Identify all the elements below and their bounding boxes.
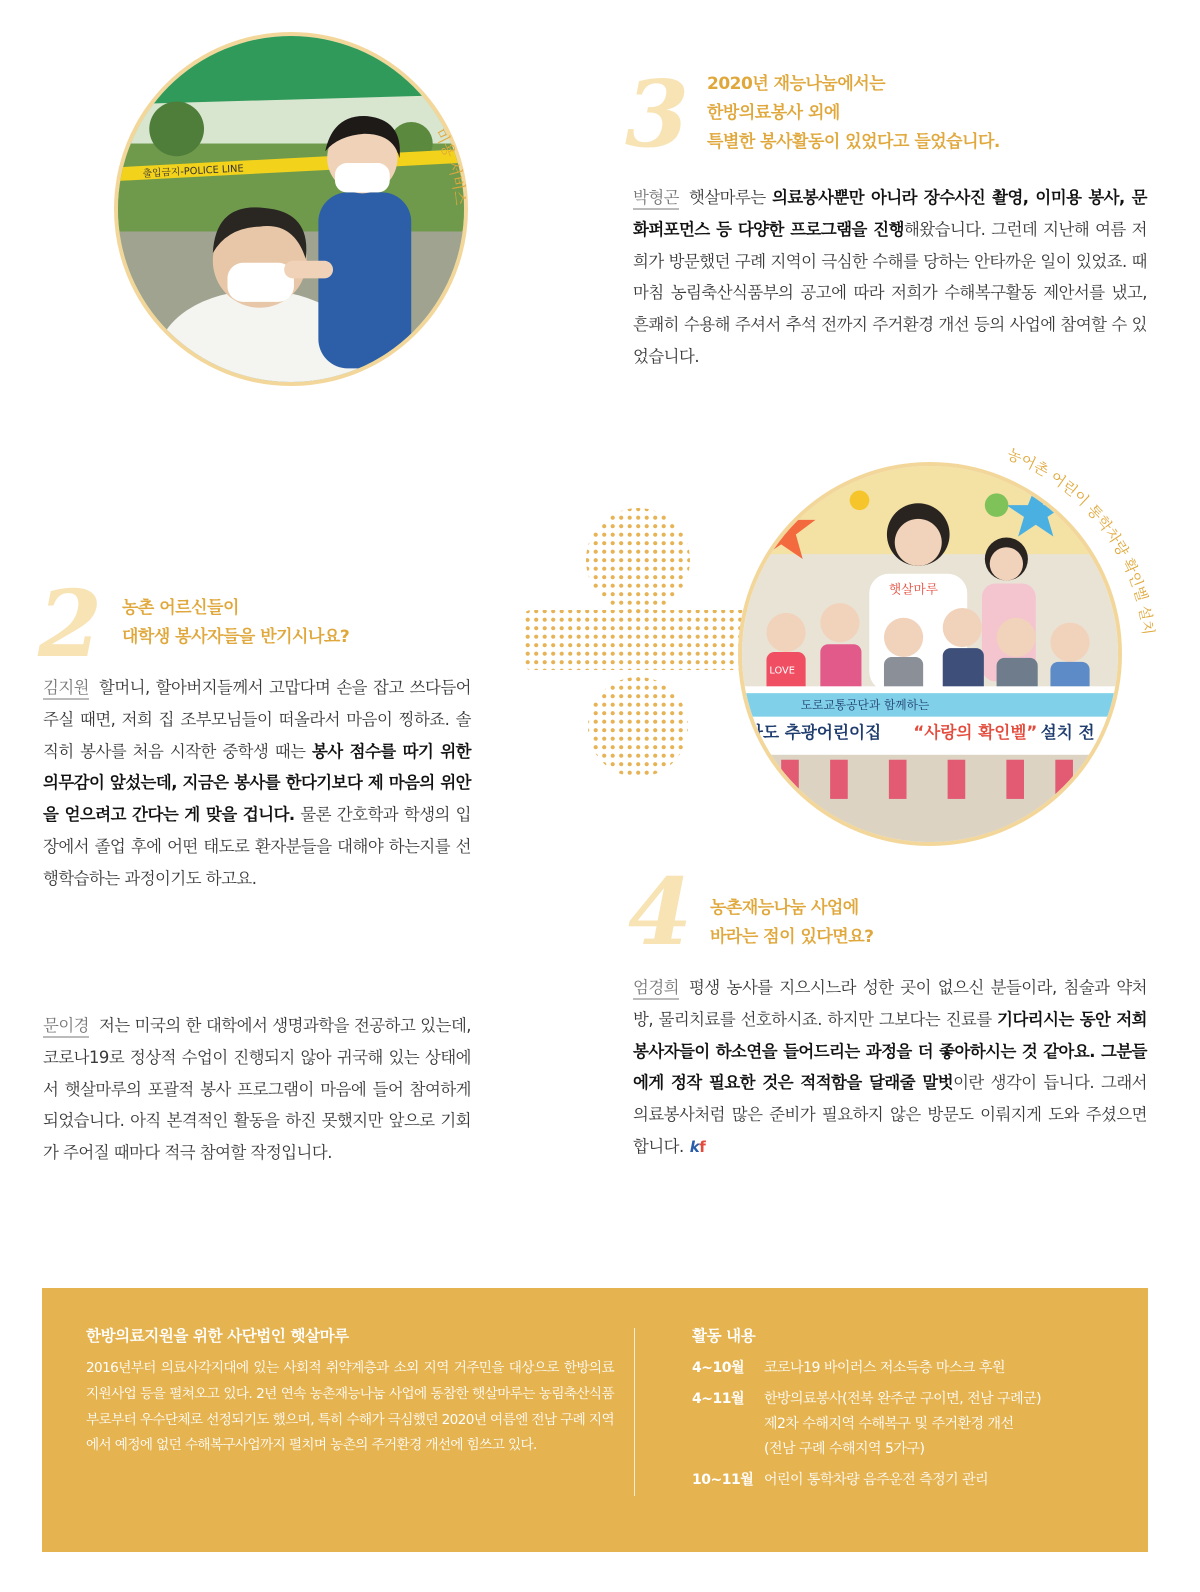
answer-text: 이란 생각이 듭니다. 그래서 의료봉사처럼 많은 준비가 필요하지 않은 방문도 이뤄지게 도와 주셨으면 합니다.	[633, 1073, 1147, 1156]
shirt-text: LOVE	[769, 665, 795, 677]
caption-hair-service	[114, 32, 468, 386]
answer-text: 할머니, 할아버지들께서 고맙다며 손을 잡고 쓰다듬어 주실 때면, 저희 집 조부모님들이 떠올라서 마음이 찡하죠. 솔직히 봉사를 처음 시작한 중학생 때는	[43, 678, 471, 761]
caption-hair-service-text: 미용 서비스	[430, 125, 470, 207]
activity-line: 한방의료봉사(전북 완주군 구이면, 전남 구례군)	[764, 1391, 1042, 1407]
answer-text: 평생 농사를 지으시느라 성한 곳이 없으신 분들이라, 침술과 약처방, 물리치료를 선호하시죠. 하지만 그보다는 진료를	[633, 978, 1147, 1029]
section2-question	[122, 594, 349, 652]
section3-question-line1: 2020년 재능나눔에서는	[707, 74, 886, 94]
section3-answer	[633, 182, 1147, 373]
speaker-name: 박형곤	[633, 188, 679, 210]
section2-answer-2	[43, 1010, 471, 1169]
section4-number: 4	[628, 858, 693, 966]
section4-question-line2: 바라는 점이 있다면요?	[710, 927, 874, 947]
banner-left: 자도 추광어린이집	[746, 723, 882, 743]
kf-logo-icon	[690, 1132, 706, 1164]
svg-text:농어촌 어린이 통학차량 확인벨 설치	[1004, 445, 1157, 636]
answer-bold: 봉사 점수를 따기 위한 의무감이 앞섰는데, 지금은 봉사를 한다기보다 제 마음의 위안을 얻으려고 간다는 게 맞을 겁니다.	[43, 741, 471, 825]
answer-bold: 기다리시는 동안 저희 봉사자들이 하소연을 들어드리는 과정을 더 좋아하시는 것 같아요. 그분들에게 정작 필요한 것은 적적함을 달래줄 말벗	[633, 1009, 1147, 1093]
section3-question-line2: 한방의료봉사 외에	[707, 103, 840, 123]
activity-row	[692, 1356, 1112, 1381]
section3-number: 3	[625, 60, 690, 168]
activity-description	[764, 1468, 1112, 1493]
activity-period: 4~10월	[692, 1360, 744, 1376]
section3-question-line3: 특별한 봉사활동이 있었다고 들었습니다.	[707, 132, 1000, 152]
answer-text: 해왔습니다. 그런데 지난해 여름 저희가 방문했던 구례 지역이 극심한 수해를 당하는 안타까운 일이 있었죠. 때마침 농림축산식품부의 공고에 따라 저희가 수해복구활동 제안서를 냈고, 흔쾌히 수용해 주셔서 추석 전까지 주거환경 개선 등의 사업에 참여할 수 있었습니다.	[633, 219, 1147, 366]
info-divider	[634, 1328, 635, 1496]
tape-text: 출입금지-POLICE LINE	[142, 163, 244, 180]
banner-line1: 도로교통공단과 함께하는	[800, 697, 930, 712]
activity-period: 4~11월	[692, 1391, 744, 1407]
answer-text: 물론 간호학과 학생의 입장에서 졸업 후에 어떤 태도로 환자분들을 대해야 하는지를 선행학습하는 과정이기도 하고요.	[43, 805, 471, 888]
activities-title: 활동 내용	[692, 1327, 756, 1345]
banner-right: 설치 전	[1040, 723, 1095, 743]
dot-pattern	[515, 505, 775, 780]
caption-kindergarten-text: 농어촌 어린이 통학차량 확인벨 설치	[1004, 444, 1158, 636]
caption-kindergarten	[738, 444, 1158, 846]
activity-line: 제2차 수해지역 수해복구 및 주거환경 개선	[764, 1416, 1014, 1432]
organization-description: 2016년부터 의료사각지대에 있는 사회적 취약계층과 소외 지역 거주민을 대상으로 한방의료지원사업 등을 펼쳐오고 있다. 2년 연속 농촌재능나눔 사업에 동참한 햇살마루는 농림축산식품부로부터 우수단체로 선정되기도 했으며, 특히 수해가 극심했던 2020년 여름엔 전남 구례 지역에서 예정에 없던 수해복구사업까지 펼치며 농촌의 주거환경 개선에 힘쓰고 있다.	[86, 1360, 614, 1454]
banner-mid: “사랑의 확인벨”	[913, 723, 1038, 743]
speaker-name: 김지원	[43, 678, 89, 700]
activity-row	[692, 1468, 1112, 1493]
section2-answer-1	[43, 672, 471, 895]
activity-row	[692, 1387, 1112, 1462]
activity-line: (전남 구례 수해지역 5가구)	[764, 1441, 925, 1457]
section2-number: 2	[38, 570, 103, 678]
answer-bold: 의료봉사뿐만 아니라 장수사진 촬영, 이미용 봉사, 문화퍼포먼스 등 다양한 프로그램을 진행	[633, 188, 1147, 239]
activity-period: 10~11월	[692, 1472, 754, 1488]
activity-line: 어린이 통학차량 음주운전 측정기 관리	[764, 1472, 989, 1488]
kf-logo-f: f	[699, 1137, 706, 1156]
answer-text: 저는 미국의 한 대학에서 생명과학을 전공하고 있는데, 코로나19로 정상적 수업이 진행되지 않아 귀국해 있는 상태에서 햇살마루의 포괄적 봉사 프로그램이 마음에 들어 참여하게 되었습니다. 아직 본격적인 활동을 하진 못했지만 앞으로 기회가 주어질 때마다 적극 참여할 작정입니다.	[43, 1016, 471, 1163]
organization-info	[86, 1324, 614, 1459]
activities	[692, 1324, 1112, 1493]
kf-logo-k: k	[689, 1137, 700, 1156]
info-box	[42, 1288, 1148, 1552]
activity-line: 코로나19 바이러스 저소득층 마스크 후원	[764, 1360, 1005, 1376]
activity-description	[764, 1356, 1112, 1381]
section4-question-line1: 농촌재능나눔 사업에	[710, 898, 859, 918]
section4-question	[710, 894, 874, 952]
section4-answer	[633, 972, 1147, 1163]
organization-title: 한방의료지원을 위한 사단법인 햇살마루	[86, 1327, 349, 1345]
speaker-name: 문이경	[43, 1016, 89, 1038]
activity-description	[764, 1387, 1112, 1462]
section3-question	[707, 70, 1000, 157]
svg-text:미용 서비스	[431, 126, 470, 207]
speaker-name: 엄경희	[633, 978, 679, 1000]
section2-question-line1: 농촌 어르신들이	[122, 598, 239, 618]
section2-question-line2: 대학생 봉사자들을 반기시나요?	[122, 627, 350, 647]
tshirt-text: 햇살마루	[888, 581, 939, 597]
answer-text: 햇살마루는	[689, 188, 773, 207]
